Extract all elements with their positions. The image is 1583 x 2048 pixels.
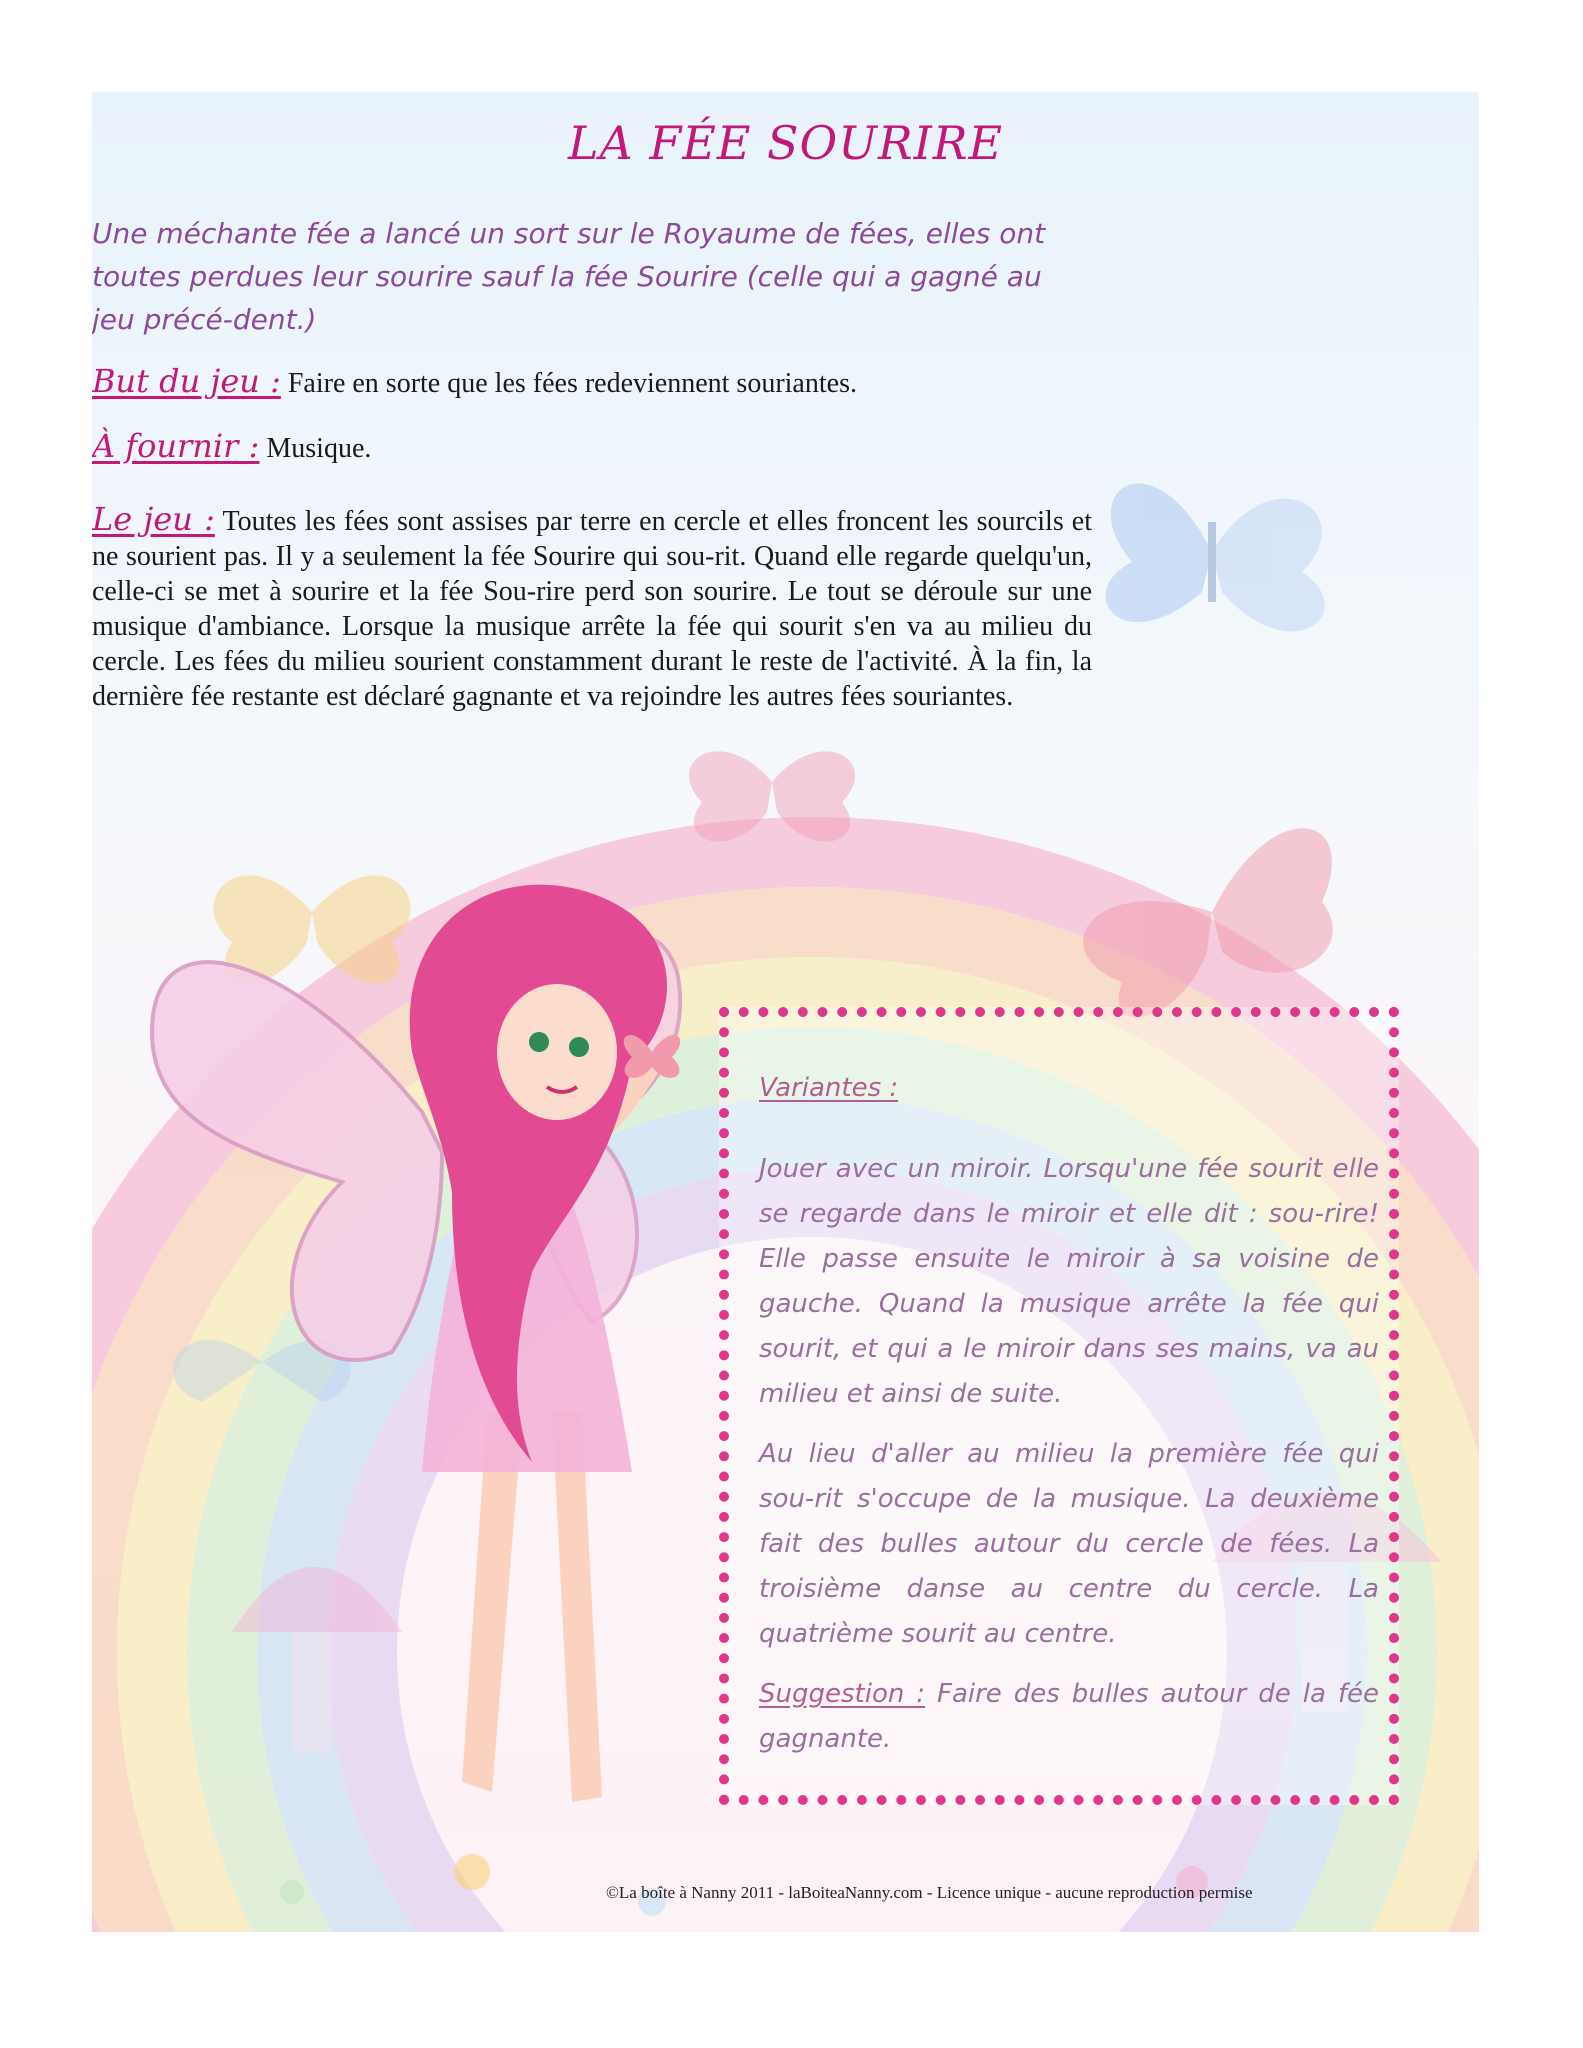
- supplies-section: [92, 429, 1092, 466]
- supplies-text: Musique.: [266, 433, 372, 464]
- butterfly-icon: [1106, 483, 1325, 631]
- game-label: Le jeu :: [92, 500, 215, 538]
- copyright-footer: ©La boîte à Nanny 2011 - laBoiteaNanny.com - Licence unique - aucune reproduction permise: [606, 1883, 1253, 1902]
- variants-title: Variantes :: [759, 1073, 899, 1103]
- intro-paragraph: Une méchante fée a lancé un sort sur le Royaume de fées, elles ont toutes perdues leur sourire sauf la fée Sourire (celle qui a gagné au jeu précé-dent.): [92, 217, 1046, 336]
- goal-label: But du jeu :: [92, 362, 281, 400]
- supplies-label: À fournir :: [92, 427, 260, 465]
- variants-paragraph-2: Au lieu d'aller au milieu la première fée qui sou-rit s'occupe de la musique. La deuxième fait des bulles autour du cercle de fées. La troisième danse au centre du cercle. La quatrième sourit au centre.: [759, 1439, 1379, 1649]
- game-section: [92, 502, 1092, 714]
- suggestion-text: Faire des bulles autour de la fée gagnante.: [759, 1679, 1379, 1754]
- suggestion-label: Suggestion :: [759, 1679, 926, 1709]
- suggestion-paragraph: [759, 1672, 1379, 1762]
- goal-section: [92, 364, 1092, 401]
- page-sheet: [92, 92, 1479, 1932]
- variants-box: [719, 1007, 1399, 1805]
- variants-paragraph-1: Jouer avec un miroir. Lorsqu'une fée sourit elle se regarde dans le miroir et elle dit : sou-rire! Elle passe ensuite le miroir à sa voisine de gauche. Quand la musique arrête la fée qui sourit, et qui a le miroir dans ses mains, va au milieu et ainsi de suite.: [759, 1154, 1379, 1409]
- page-title: LA FÉE SOURIRE: [567, 116, 1004, 170]
- goal-text: Faire en sorte que les fées redeviennent souriantes.: [287, 368, 857, 399]
- game-text: Toutes les fées sont assises par terre en cercle et elles froncent les sourcils et ne sourient pas. Il y a seulement la fée Sourire qui sou-rit. Quand elle regarde quelqu'un, celle-ci se met à sourire et la fée Sou-rire perd son sourire. Le tout se déroule sur une musique d'ambiance. Lorsque la musique arrête la fée qui sourit s'en va au milieu du cercle. Les fées du milieu sourient constamment durant le reste de l'activité. À la fin, la dernière fée restante est déclaré gagnante et va rejoindre les autres fées souriantes.: [92, 506, 1092, 712]
